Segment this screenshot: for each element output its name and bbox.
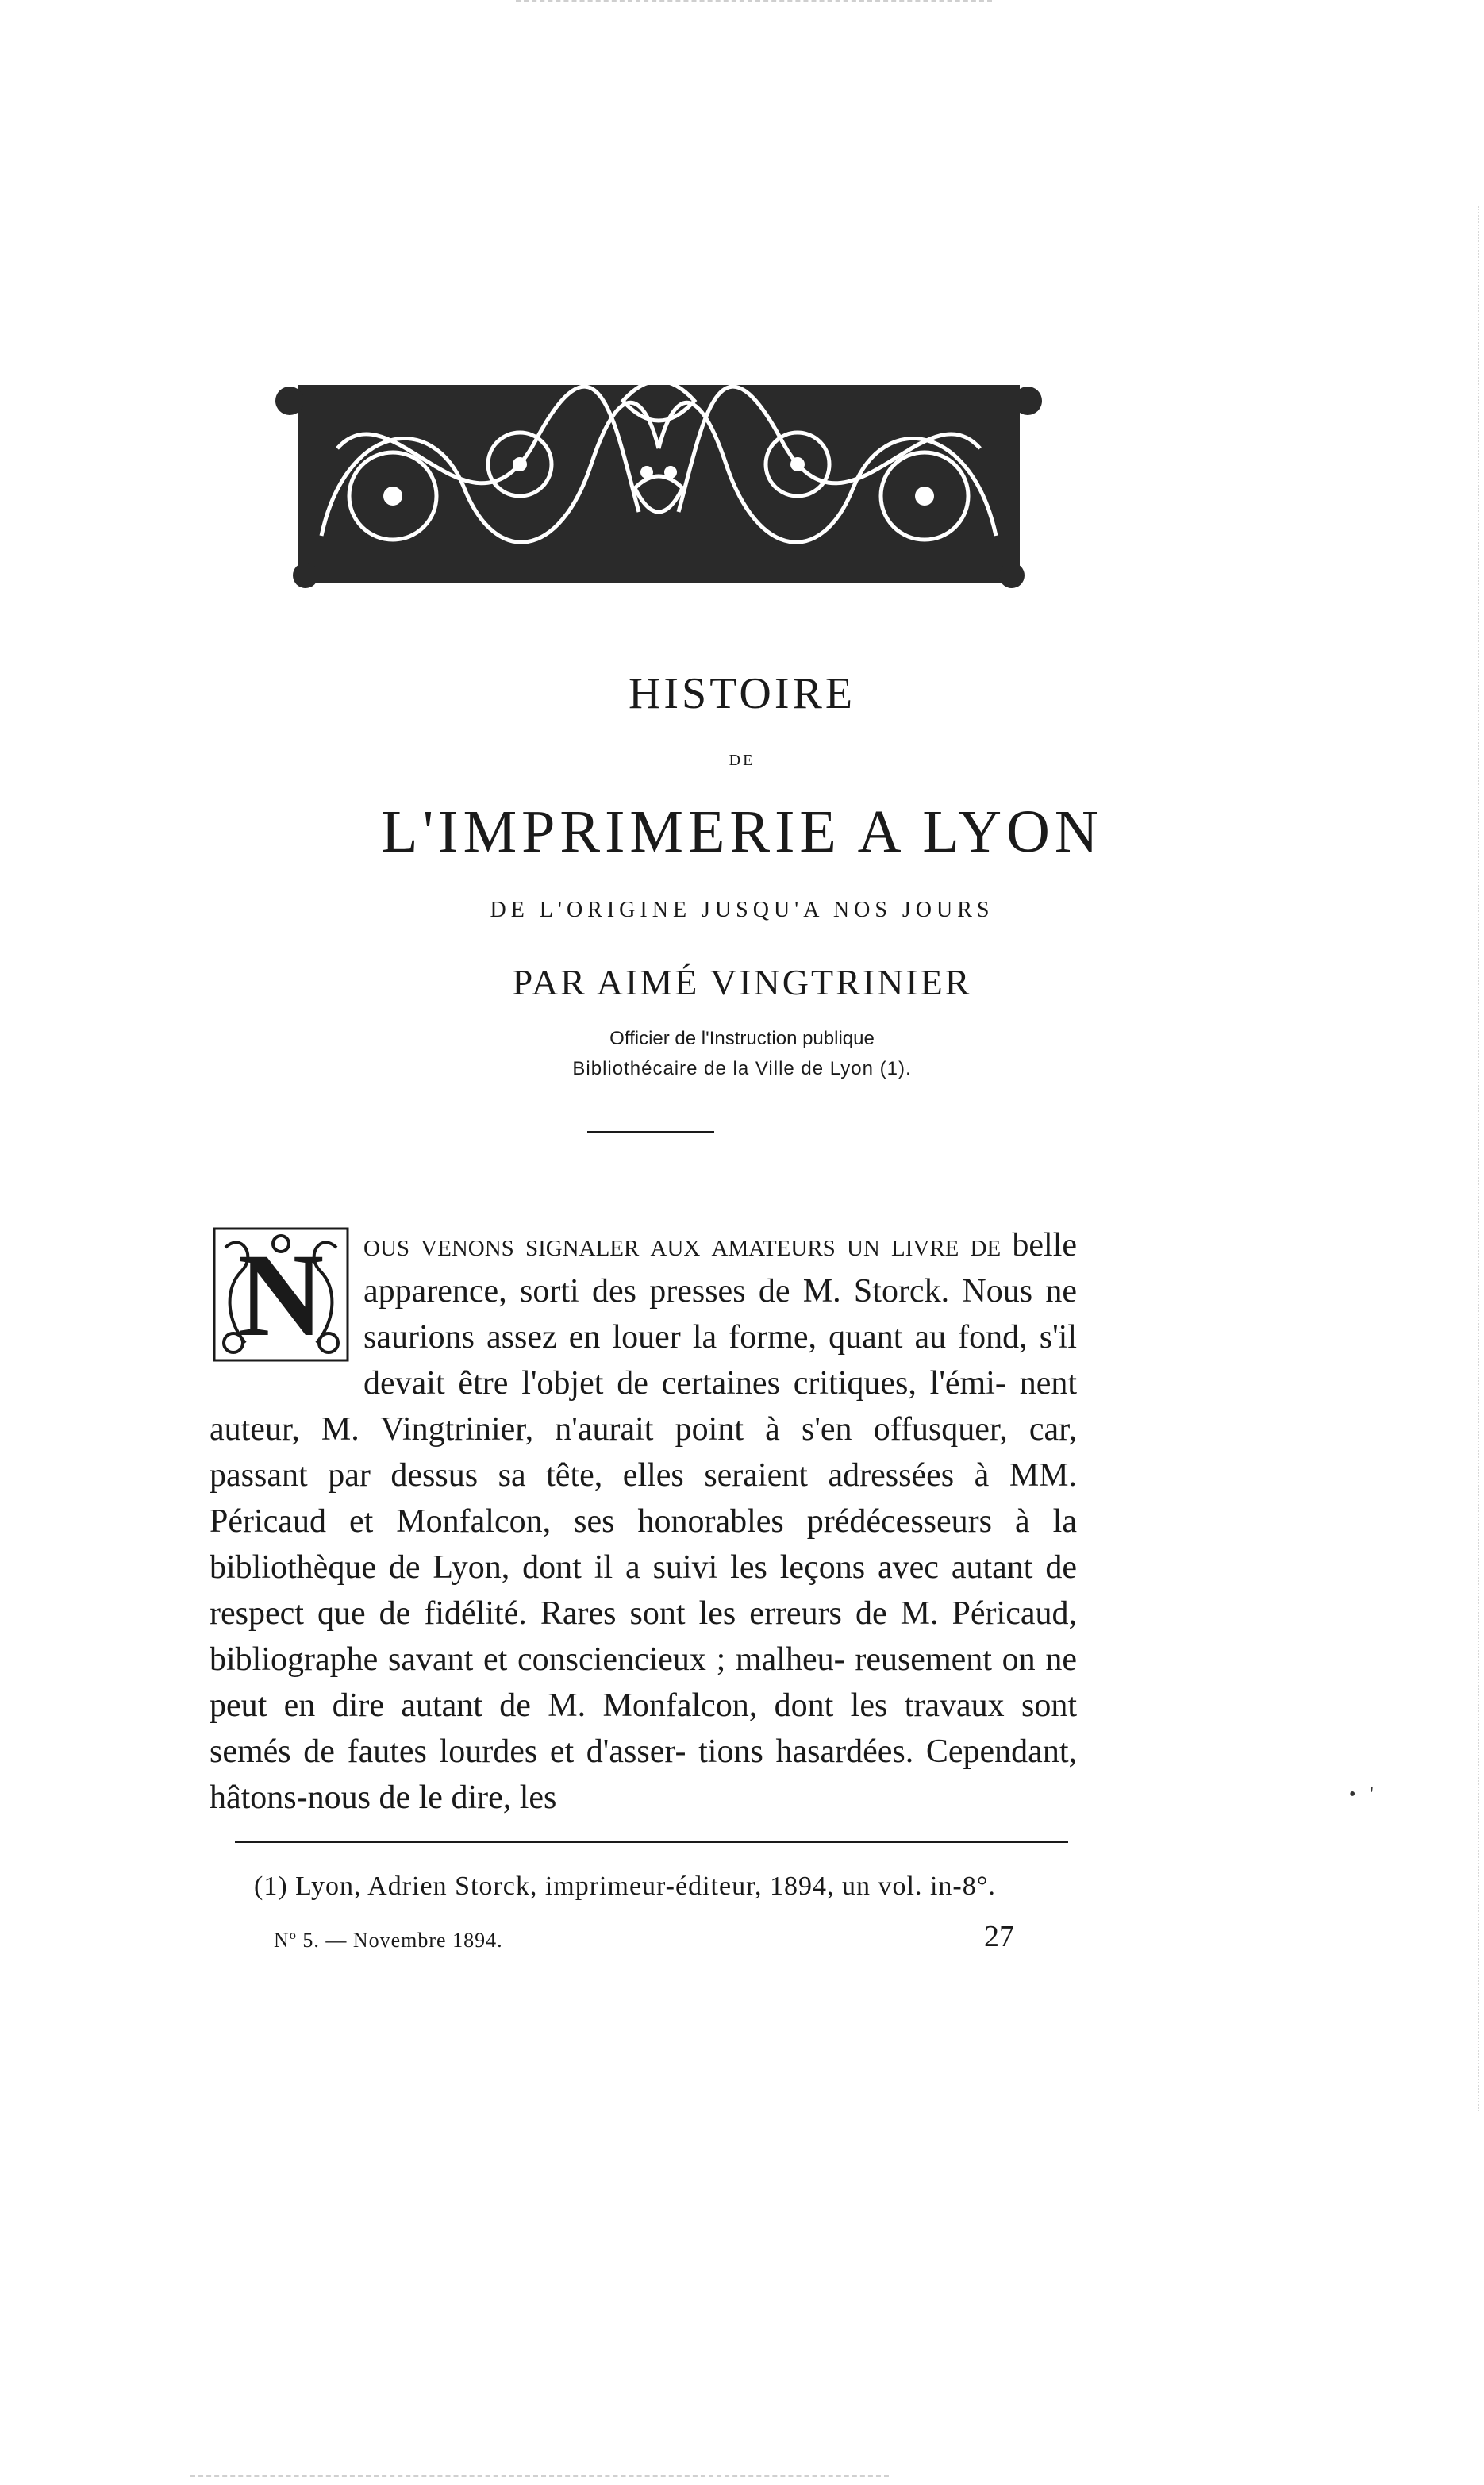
author-credential-1: Officier de l'Instruction publique xyxy=(609,1028,875,1049)
scan-edge-bottom xyxy=(190,2475,889,2477)
body-line: dont les travaux sont semés de fautes lourdes et d'asser- xyxy=(210,1687,1078,1770)
title-divider xyxy=(587,1131,714,1133)
subtitle: DE L'ORIGINE JUSQU'A NOS JOURS xyxy=(490,898,994,922)
body-line: MM. Péricaud et Monfalcon, ses honorables prédécesseurs xyxy=(210,1457,1078,1540)
issue-info: Nº 5. — Novembre 1894. xyxy=(274,1929,503,1952)
body-line: car, passant par dessus sa tête, elles seraient adressées à xyxy=(210,1411,1077,1494)
body-line: autant de respect que de fidélité. Rares sont les erreurs de xyxy=(210,1549,1078,1632)
author-byline: PAR AIMÉ VINGTRINIER xyxy=(512,962,972,1002)
body-line: à la bibliothèque de Lyon, dont il a suivi les leçons avec xyxy=(210,1503,1077,1586)
body-line: Nous ne saurions assez en louer la forme, quant xyxy=(363,1273,1077,1356)
ornamental-headpiece-icon xyxy=(274,353,1044,607)
body-line: M. Péricaud, bibliographe savant et consciencieux ; malheu- xyxy=(210,1595,1077,1678)
title-histoire: HISTOIRE xyxy=(628,669,856,718)
page-title: L'IMPRIMERIE A LYON xyxy=(381,798,1103,865)
article-body xyxy=(210,1222,1077,1821)
body-line: belle apparence, sorti des presses de M. Storck. xyxy=(363,1227,1078,1310)
body-line: ous venons signaler aux amateurs un livre de xyxy=(363,1227,1002,1264)
body-line: nent auteur, M. Vingtrinier, n'aurait point à s'en offusquer, xyxy=(210,1365,1078,1448)
scan-marks: • ' xyxy=(1349,1784,1374,1805)
body-line: au fond, s'il devait être l'objet de certaines critiques, l'émi- xyxy=(363,1319,1077,1402)
page-number: 27 xyxy=(984,1920,1014,1953)
footnote: (1) Lyon, Adrien Storck, imprimeur-éditeur, 1894, un vol. in-8°. xyxy=(254,1871,996,1901)
dropcap-ornament-icon xyxy=(210,1224,352,1365)
footnote-divider xyxy=(235,1841,1068,1843)
body-line: reusement on ne peut en dire autant de M. Monfalcon, xyxy=(210,1641,1077,1724)
author-credential-2: Bibliothécaire de la Ville de Lyon (1). xyxy=(572,1058,912,1079)
scan-edge-right xyxy=(1478,206,1479,2111)
title-de: DE xyxy=(729,752,755,769)
body-line: tions hasardées. Cependant, hâtons-nous de le dire, les xyxy=(210,1733,1077,1816)
scan-edge-top xyxy=(516,0,992,3)
dropcap-letter: N xyxy=(237,1229,325,1361)
